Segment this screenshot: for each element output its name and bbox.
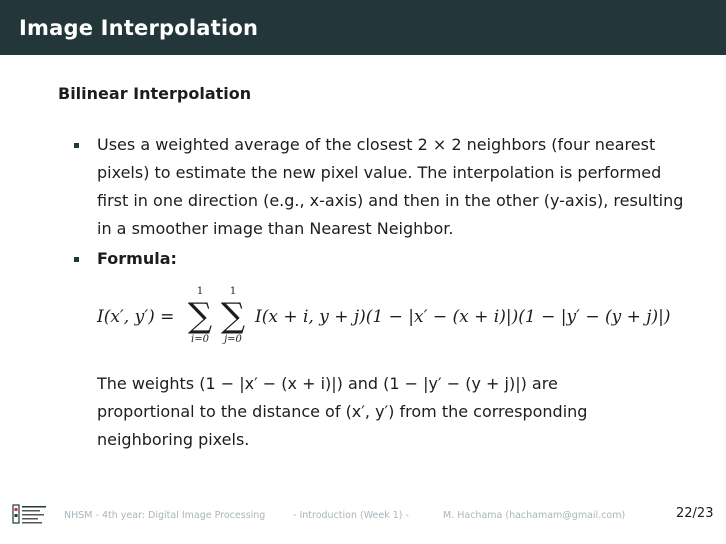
footer-course: NHSM - 4th year: Digital Image Processing	[64, 510, 266, 521]
bullet-description-text: Uses a weighted average of the closest 2 × 2 neighbors (four nearest pixels) to estimate the new pixel value. The interpolation is performed first in one direction (e.g., x-axis) and then in the other (y-axis), resulting in a smoother image than Nearest Neighbor.	[97, 135, 684, 238]
summation-i	[185, 286, 215, 346]
sum-j-lower: j=0	[224, 334, 242, 345]
slide-footer	[0, 500, 726, 530]
formula-label: Formula:	[97, 249, 177, 268]
formula-rhs: I(x + i, y + j)(1 − |x′ − (x + i)|)(1 − |y′ − (y + j)|)	[255, 307, 671, 327]
slide-subtitle: Bilinear Interpolation	[58, 84, 252, 103]
sigma-j-icon: ∑	[220, 296, 246, 336]
formula-lhs: I(x′, y′) =	[97, 307, 175, 327]
weights-explanation: The weights (1 − |x′ − (x + i)|) and (1 − |y′ − (y + j)|) are proportional to the distance of (x′, y′) from the corresponding neighboring pixels.	[97, 374, 588, 449]
sum-j-upper: 1	[229, 286, 237, 297]
footer-author: M. Hachama (hachamam@gmail.com)	[443, 510, 626, 521]
page-number: 22/23	[676, 506, 714, 521]
bullet-item-description	[74, 131, 684, 243]
footer-section: - Introduction (Week 1) -	[293, 510, 409, 521]
summation-j	[218, 286, 248, 346]
slide-title: Image Interpolation	[19, 15, 259, 40]
slide-title-bar	[0, 0, 726, 55]
institution-logo-icon	[12, 502, 48, 526]
sigma-i-icon: ∑	[187, 296, 213, 336]
bullet-list	[74, 131, 684, 273]
bullet-marker-icon	[74, 257, 79, 262]
bullet-item-formula	[74, 245, 684, 273]
bullet-marker-icon	[74, 143, 79, 148]
sum-i-upper: 1	[196, 286, 204, 297]
bilinear-formula	[97, 286, 697, 356]
sum-i-lower: i=0	[191, 334, 209, 345]
